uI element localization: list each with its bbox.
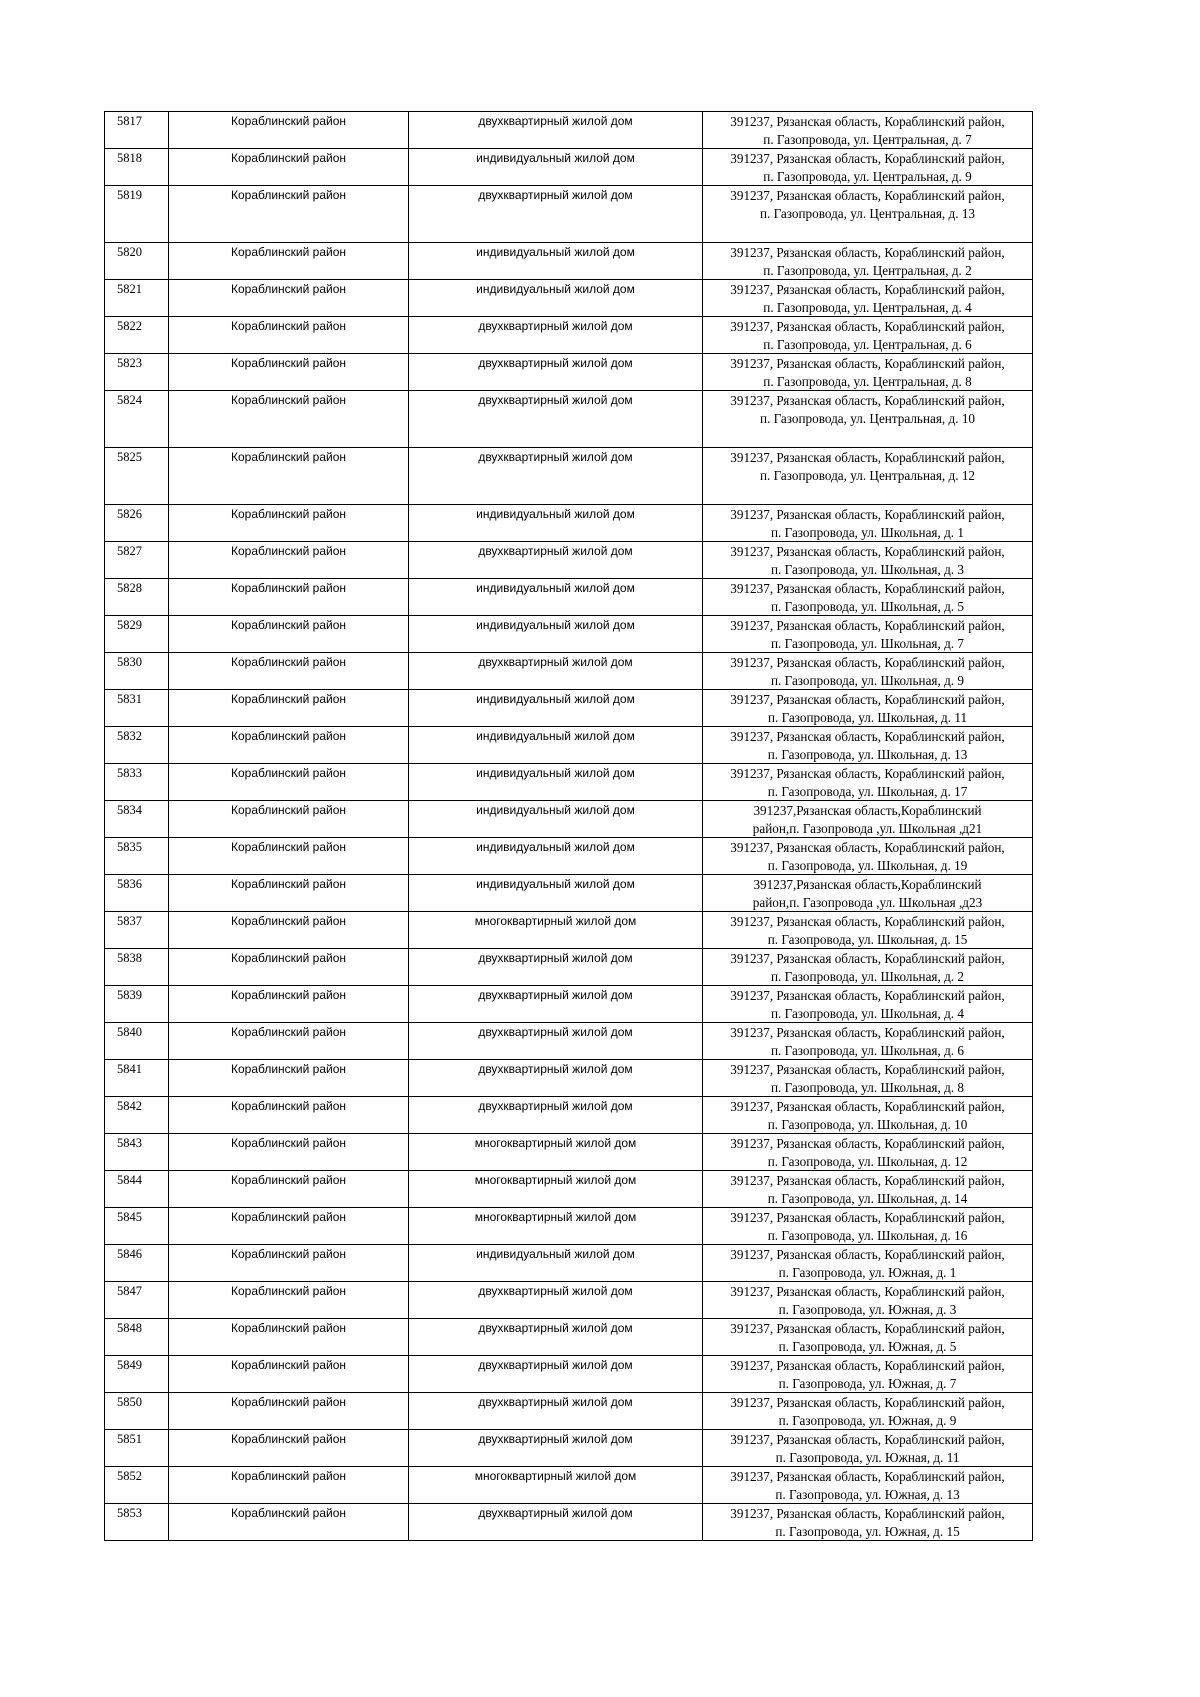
- address-cell: 391237, Рязанская область, Кораблинский район, п. Газопровода, ул. Центральная, д. 10: [703, 391, 1033, 448]
- row-number-cell: 5827: [105, 542, 169, 579]
- district-cell: Кораблинский район: [169, 280, 409, 317]
- district-cell: Кораблинский район: [169, 1356, 409, 1393]
- address-cell: 391237, Рязанская область, Кораблинский район, п. Газопровода, ул. Школьная, д. 3: [703, 542, 1033, 579]
- table-row: [105, 1023, 1033, 1060]
- row-number-cell: 5837: [105, 912, 169, 949]
- row-number-cell: 5840: [105, 1023, 169, 1060]
- district-cell: Кораблинский район: [169, 317, 409, 354]
- address-cell: 391237, Рязанская область, Кораблинский район, п. Газопровода, ул. Южная, д. 15: [703, 1504, 1033, 1541]
- building-type-cell: двухквартирный жилой дом: [409, 1504, 703, 1541]
- row-number-cell: 5838: [105, 949, 169, 986]
- address-cell: 391237, Рязанская область, Кораблинский район, п. Газопровода, ул. Центральная, д. 12: [703, 448, 1033, 505]
- table-row: [105, 1282, 1033, 1319]
- district-cell: Кораблинский район: [169, 1060, 409, 1097]
- table-row: [105, 391, 1033, 448]
- row-number-cell: 5845: [105, 1208, 169, 1245]
- table-row: [105, 149, 1033, 186]
- district-cell: Кораблинский район: [169, 616, 409, 653]
- address-cell: 391237, Рязанская область, Кораблинский район, п. Газопровода, ул. Школьная, д. 16: [703, 1208, 1033, 1245]
- table-row: [105, 1504, 1033, 1541]
- address-cell: 391237, Рязанская область, Кораблинский район, п. Газопровода, ул. Центральная, д. 9: [703, 149, 1033, 186]
- address-cell: 391237, Рязанская область, Кораблинский район, п. Газопровода, ул. Центральная, д. 6: [703, 317, 1033, 354]
- table-row: [105, 448, 1033, 505]
- building-type-cell: индивидуальный жилой дом: [409, 616, 703, 653]
- building-type-cell: двухквартирный жилой дом: [409, 1097, 703, 1134]
- building-type-cell: двухквартирный жилой дом: [409, 1430, 703, 1467]
- row-number-cell: 5819: [105, 186, 169, 243]
- table-row: [105, 1356, 1033, 1393]
- table-row: [105, 317, 1033, 354]
- table-row: [105, 186, 1033, 243]
- row-number-cell: 5841: [105, 1060, 169, 1097]
- address-cell: 391237, Рязанская область, Кораблинский район, п. Газопровода, ул. Школьная, д. 15: [703, 912, 1033, 949]
- address-cell: 391237, Рязанская область, Кораблинский район, п. Газопровода, ул. Центральная, д. 8: [703, 354, 1033, 391]
- building-type-cell: двухквартирный жилой дом: [409, 1023, 703, 1060]
- table-row: [105, 112, 1033, 149]
- district-cell: Кораблинский район: [169, 1467, 409, 1504]
- district-cell: Кораблинский район: [169, 448, 409, 505]
- district-cell: Кораблинский район: [169, 986, 409, 1023]
- table-row: [105, 1208, 1033, 1245]
- row-number-cell: 5820: [105, 243, 169, 280]
- district-cell: Кораблинский район: [169, 838, 409, 875]
- row-number-cell: 5831: [105, 690, 169, 727]
- building-type-cell: индивидуальный жилой дом: [409, 727, 703, 764]
- building-type-cell: двухквартирный жилой дом: [409, 1060, 703, 1097]
- district-cell: Кораблинский район: [169, 1208, 409, 1245]
- address-cell: 391237, Рязанская область, Кораблинский район, п. Газопровода, ул. Центральная, д. 2: [703, 243, 1033, 280]
- table-row: [105, 1171, 1033, 1208]
- row-number-cell: 5851: [105, 1430, 169, 1467]
- address-cell: 391237, Рязанская область, Кораблинский район, п. Газопровода, ул. Южная, д. 7: [703, 1356, 1033, 1393]
- address-cell: 391237, Рязанская область, Кораблинский район, п. Газопровода, ул. Южная, д. 13: [703, 1467, 1033, 1504]
- row-number-cell: 5832: [105, 727, 169, 764]
- district-cell: Кораблинский район: [169, 690, 409, 727]
- address-cell: 391237, Рязанская область, Кораблинский район, п. Газопровода, ул. Школьная, д. 13: [703, 727, 1033, 764]
- table-row: [105, 653, 1033, 690]
- building-type-cell: индивидуальный жилой дом: [409, 838, 703, 875]
- district-cell: Кораблинский район: [169, 1430, 409, 1467]
- district-cell: Кораблинский район: [169, 186, 409, 243]
- building-type-cell: индивидуальный жилой дом: [409, 764, 703, 801]
- table-row: [105, 616, 1033, 653]
- row-number-cell: 5853: [105, 1504, 169, 1541]
- table-row: [105, 542, 1033, 579]
- address-cell: 391237, Рязанская область, Кораблинский район, п. Газопровода, ул. Школьная, д. 5: [703, 579, 1033, 616]
- building-type-cell: индивидуальный жилой дом: [409, 579, 703, 616]
- address-cell: 391237, Рязанская область, Кораблинский район, п. Газопровода, ул. Школьная, д. 14: [703, 1171, 1033, 1208]
- table-row: [105, 354, 1033, 391]
- row-number-cell: 5829: [105, 616, 169, 653]
- address-cell: 391237, Рязанская область, Кораблинский район, п. Газопровода, ул. Школьная, д. 19: [703, 838, 1033, 875]
- building-type-cell: двухквартирный жилой дом: [409, 112, 703, 149]
- building-type-cell: двухквартирный жилой дом: [409, 1319, 703, 1356]
- building-type-cell: двухквартирный жилой дом: [409, 186, 703, 243]
- district-cell: Кораблинский район: [169, 1245, 409, 1282]
- table-row: [105, 949, 1033, 986]
- table-row: [105, 1430, 1033, 1467]
- table-row: [105, 505, 1033, 542]
- district-cell: Кораблинский район: [169, 764, 409, 801]
- row-number-cell: 5850: [105, 1393, 169, 1430]
- table-row: [105, 801, 1033, 838]
- row-number-cell: 5852: [105, 1467, 169, 1504]
- building-type-cell: двухквартирный жилой дом: [409, 354, 703, 391]
- building-type-cell: индивидуальный жилой дом: [409, 690, 703, 727]
- table-row: [105, 579, 1033, 616]
- building-type-cell: индивидуальный жилой дом: [409, 149, 703, 186]
- address-cell: 391237,Рязанская область,Кораблинский район,п. Газопровода ,ул. Школьная ,д21: [703, 801, 1033, 838]
- district-cell: Кораблинский район: [169, 875, 409, 912]
- address-cell: 391237, Рязанская область, Кораблинский район, п. Газопровода, ул. Центральная, д. 4: [703, 280, 1033, 317]
- district-cell: Кораблинский район: [169, 1134, 409, 1171]
- building-type-cell: двухквартирный жилой дом: [409, 1282, 703, 1319]
- row-number-cell: 5843: [105, 1134, 169, 1171]
- table-row: [105, 1467, 1033, 1504]
- row-number-cell: 5834: [105, 801, 169, 838]
- building-type-cell: многоквартирный жилой дом: [409, 1171, 703, 1208]
- district-cell: Кораблинский район: [169, 727, 409, 764]
- address-cell: 391237, Рязанская область, Кораблинский район, п. Газопровода, ул. Южная, д. 11: [703, 1430, 1033, 1467]
- row-number-cell: 5826: [105, 505, 169, 542]
- district-cell: Кораблинский район: [169, 542, 409, 579]
- address-cell: 391237, Рязанская область, Кораблинский район, п. Газопровода, ул. Центральная, д. 7: [703, 112, 1033, 149]
- table-row: [105, 838, 1033, 875]
- table-row: [105, 243, 1033, 280]
- table-row: [105, 727, 1033, 764]
- building-type-cell: индивидуальный жилой дом: [409, 280, 703, 317]
- district-cell: Кораблинский район: [169, 801, 409, 838]
- housing-registry-table: [104, 111, 1033, 1541]
- table-row: [105, 912, 1033, 949]
- district-cell: Кораблинский район: [169, 391, 409, 448]
- address-cell: 391237, Рязанская область, Кораблинский район, п. Газопровода, ул. Школьная, д. 1: [703, 505, 1033, 542]
- table-row: [105, 1245, 1033, 1282]
- row-number-cell: 5821: [105, 280, 169, 317]
- row-number-cell: 5824: [105, 391, 169, 448]
- address-cell: 391237, Рязанская область, Кораблинский район, п. Газопровода, ул. Южная, д. 3: [703, 1282, 1033, 1319]
- table-row: [105, 875, 1033, 912]
- district-cell: Кораблинский район: [169, 149, 409, 186]
- building-type-cell: двухквартирный жилой дом: [409, 949, 703, 986]
- row-number-cell: 5847: [105, 1282, 169, 1319]
- address-cell: 391237, Рязанская область, Кораблинский район, п. Газопровода, ул. Школьная, д. 17: [703, 764, 1033, 801]
- address-cell: 391237, Рязанская область, Кораблинский район, п. Газопровода, ул. Школьная, д. 2: [703, 949, 1033, 986]
- address-cell: 391237, Рязанская область, Кораблинский район, п. Газопровода, ул. Школьная, д. 6: [703, 1023, 1033, 1060]
- table-row: [105, 690, 1033, 727]
- building-type-cell: индивидуальный жилой дом: [409, 243, 703, 280]
- address-cell: 391237, Рязанская область, Кораблинский район, п. Газопровода, ул. Школьная, д. 8: [703, 1060, 1033, 1097]
- district-cell: Кораблинский район: [169, 354, 409, 391]
- address-cell: 391237, Рязанская область, Кораблинский район, п. Газопровода, ул. Школьная, д. 12: [703, 1134, 1033, 1171]
- district-cell: Кораблинский район: [169, 1393, 409, 1430]
- district-cell: Кораблинский район: [169, 579, 409, 616]
- building-type-cell: многоквартирный жилой дом: [409, 912, 703, 949]
- address-cell: 391237, Рязанская область, Кораблинский район, п. Газопровода, ул. Южная, д. 9: [703, 1393, 1033, 1430]
- registry-table-body: [105, 112, 1033, 1541]
- table-row: [105, 280, 1033, 317]
- district-cell: Кораблинский район: [169, 1023, 409, 1060]
- row-number-cell: 5846: [105, 1245, 169, 1282]
- district-cell: Кораблинский район: [169, 1282, 409, 1319]
- address-cell: 391237, Рязанская область, Кораблинский район, п. Газопровода, ул. Южная, д. 1: [703, 1245, 1033, 1282]
- building-type-cell: двухквартирный жилой дом: [409, 448, 703, 505]
- address-cell: 391237,Рязанская область,Кораблинский район,п. Газопровода ,ул. Школьная ,д23: [703, 875, 1033, 912]
- building-type-cell: индивидуальный жилой дом: [409, 505, 703, 542]
- building-type-cell: двухквартирный жилой дом: [409, 1393, 703, 1430]
- row-number-cell: 5823: [105, 354, 169, 391]
- district-cell: Кораблинский район: [169, 653, 409, 690]
- building-type-cell: двухквартирный жилой дом: [409, 653, 703, 690]
- row-number-cell: 5848: [105, 1319, 169, 1356]
- district-cell: Кораблинский район: [169, 1171, 409, 1208]
- address-cell: 391237, Рязанская область, Кораблинский район, п. Газопровода, ул. Школьная, д. 11: [703, 690, 1033, 727]
- building-type-cell: двухквартирный жилой дом: [409, 542, 703, 579]
- district-cell: Кораблинский район: [169, 1097, 409, 1134]
- row-number-cell: 5849: [105, 1356, 169, 1393]
- address-cell: 391237, Рязанская область, Кораблинский район, п. Газопровода, ул. Школьная, д. 7: [703, 616, 1033, 653]
- row-number-cell: 5844: [105, 1171, 169, 1208]
- district-cell: Кораблинский район: [169, 505, 409, 542]
- table-row: [105, 764, 1033, 801]
- building-type-cell: индивидуальный жилой дом: [409, 801, 703, 838]
- building-type-cell: многоквартирный жилой дом: [409, 1134, 703, 1171]
- address-cell: 391237, Рязанская область, Кораблинский район, п. Газопровода, ул. Центральная, д. 13: [703, 186, 1033, 243]
- row-number-cell: 5818: [105, 149, 169, 186]
- building-type-cell: многоквартирный жилой дом: [409, 1467, 703, 1504]
- table-row: [105, 1393, 1033, 1430]
- building-type-cell: двухквартирный жилой дом: [409, 317, 703, 354]
- building-type-cell: двухквартирный жилой дом: [409, 986, 703, 1023]
- building-type-cell: индивидуальный жилой дом: [409, 875, 703, 912]
- row-number-cell: 5839: [105, 986, 169, 1023]
- row-number-cell: 5833: [105, 764, 169, 801]
- address-cell: 391237, Рязанская область, Кораблинский район, п. Газопровода, ул. Школьная, д. 10: [703, 1097, 1033, 1134]
- table-row: [105, 1319, 1033, 1356]
- table-row: [105, 986, 1033, 1023]
- table-row: [105, 1134, 1033, 1171]
- address-cell: 391237, Рязанская область, Кораблинский район, п. Газопровода, ул. Школьная, д. 9: [703, 653, 1033, 690]
- row-number-cell: 5822: [105, 317, 169, 354]
- row-number-cell: 5825: [105, 448, 169, 505]
- row-number-cell: 5842: [105, 1097, 169, 1134]
- table-row: [105, 1097, 1033, 1134]
- row-number-cell: 5835: [105, 838, 169, 875]
- building-type-cell: двухквартирный жилой дом: [409, 391, 703, 448]
- address-cell: 391237, Рязанская область, Кораблинский район, п. Газопровода, ул. Школьная, д. 4: [703, 986, 1033, 1023]
- row-number-cell: 5817: [105, 112, 169, 149]
- table-row: [105, 1060, 1033, 1097]
- building-type-cell: многоквартирный жилой дом: [409, 1208, 703, 1245]
- row-number-cell: 5830: [105, 653, 169, 690]
- district-cell: Кораблинский район: [169, 112, 409, 149]
- row-number-cell: 5836: [105, 875, 169, 912]
- district-cell: Кораблинский район: [169, 949, 409, 986]
- row-number-cell: 5828: [105, 579, 169, 616]
- district-cell: Кораблинский район: [169, 912, 409, 949]
- building-type-cell: индивидуальный жилой дом: [409, 1245, 703, 1282]
- district-cell: Кораблинский район: [169, 243, 409, 280]
- building-type-cell: двухквартирный жилой дом: [409, 1356, 703, 1393]
- district-cell: Кораблинский район: [169, 1504, 409, 1541]
- address-cell: 391237, Рязанская область, Кораблинский район, п. Газопровода, ул. Южная, д. 5: [703, 1319, 1033, 1356]
- district-cell: Кораблинский район: [169, 1319, 409, 1356]
